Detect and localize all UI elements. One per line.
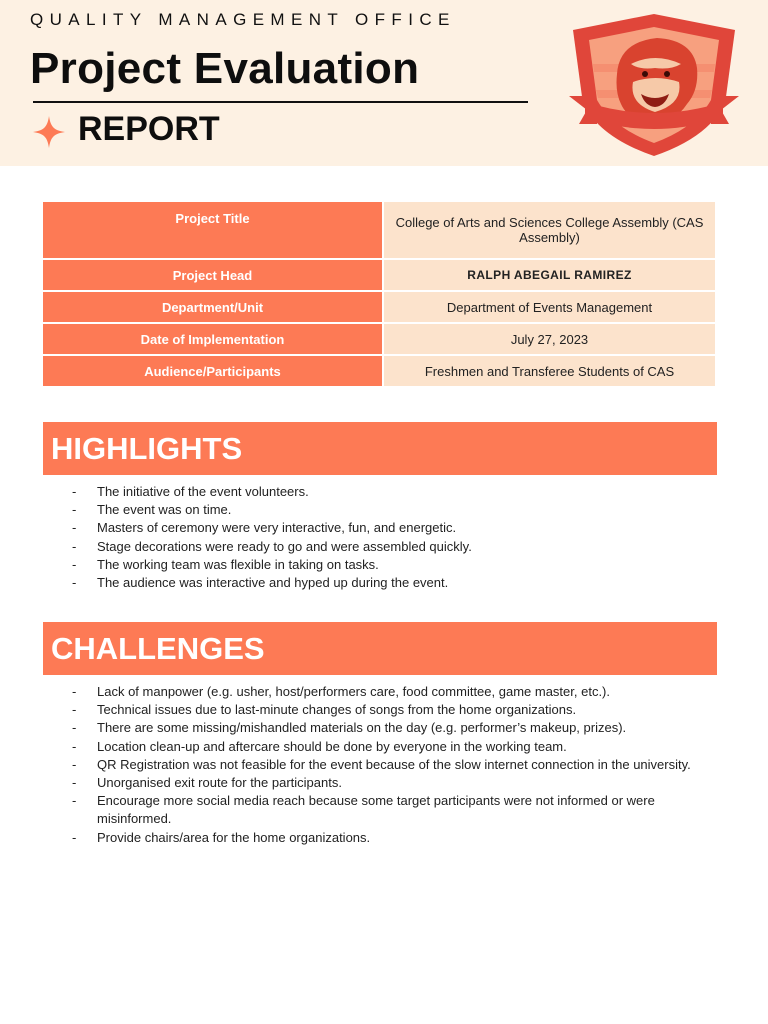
challenges-heading: CHALLENGES [51,631,265,666]
list-item [72,683,718,701]
page-subtitle: REPORT [78,110,220,148]
list-item [72,829,718,847]
list-item-text: There are some missing/mishandled materials on the day (e.g. performer’s makeup, prizes). [97,720,627,736]
bullet: - [72,775,77,791]
bullet: - [72,829,77,845]
bullet: - [72,738,77,754]
list-item-text: The event was on time. [97,502,232,518]
highlights-heading: HIGHLIGHTS [51,431,243,466]
list-item-text: Unorganised exit route for the participants. [97,775,342,791]
bullet: - [72,702,77,718]
project-head-value: RALPH ABEGAIL RAMIREZ [384,260,715,292]
table-row [43,324,715,356]
audience-value: Freshmen and Transferee Students of CAS [384,356,715,388]
list-item-text: QR Registration was not feasible for the event because of the slow internet connection in the university. [97,756,691,772]
list-item-text: Encourage more social media reach because some target participants were not informed or were misinformed. [97,793,655,827]
highlights-list [72,483,718,592]
bullet: - [72,793,77,809]
list-item-text: Stage decorations were ready to go and were assembled quickly. [97,538,472,554]
challenges-list [72,683,718,847]
list-item-text: Masters of ceremony were very interactive, fun, and energetic. [97,520,457,536]
list-item [72,574,718,592]
table-row [43,260,715,292]
bullet: - [72,520,77,536]
shield-gorilla-logo [567,12,741,158]
report-header [0,0,768,166]
four-point-star-icon [32,115,66,149]
table-row [43,292,715,324]
bullet: - [72,538,77,554]
list-item [72,756,718,774]
list-item [72,538,718,556]
highlights-header [43,422,717,475]
list-item [72,483,718,501]
list-item-text: The audience was interactive and hyped up during the event. [97,575,449,591]
bullet: - [72,720,77,736]
list-item [72,556,718,574]
list-item [72,501,718,519]
table-row [43,356,715,388]
bullet: - [72,556,77,572]
list-item [72,719,718,737]
list-item-text: The working team was flexible in taking on tasks. [97,556,379,572]
list-item-text: Location clean-up and aftercare should be done by everyone in the working team. [97,738,567,754]
bullet: - [72,575,77,591]
list-item-text: Technical issues due to last-minute changes of songs from the home organizations. [97,702,577,718]
list-item [72,519,718,537]
bullet: - [72,502,77,518]
table-row [43,202,715,260]
list-item-text: The initiative of the event volunteers. [97,484,309,499]
date-label: Date of Implementation [43,324,384,356]
office-name: QUALITY MANAGEMENT OFFICE [30,10,456,29]
project-title-label: Project Title [43,202,384,260]
list-item [72,774,718,792]
bullet: - [72,756,77,772]
list-item [72,792,718,828]
list-item-text: Provide chairs/area for the home organizations. [97,829,371,845]
list-item [72,738,718,756]
date-value: July 27, 2023 [384,324,715,356]
project-title-value: College of Arts and Sciences College Assembly (CAS Assembly) [384,202,715,260]
list-item-text: Lack of manpower (e.g. usher, host/performers care, food committee, game master, etc.). [97,684,610,699]
challenges-header [43,622,717,675]
department-label: Department/Unit [43,292,384,324]
audience-label: Audience/Participants [43,356,384,388]
page-title: Project Evaluation [30,44,420,93]
bullet: - [72,684,77,699]
title-divider [33,101,528,103]
project-head-label: Project Head [43,260,384,292]
list-item [72,701,718,719]
bullet: - [72,484,77,499]
department-value: Department of Events Management [384,292,715,324]
project-info-table [43,202,715,388]
